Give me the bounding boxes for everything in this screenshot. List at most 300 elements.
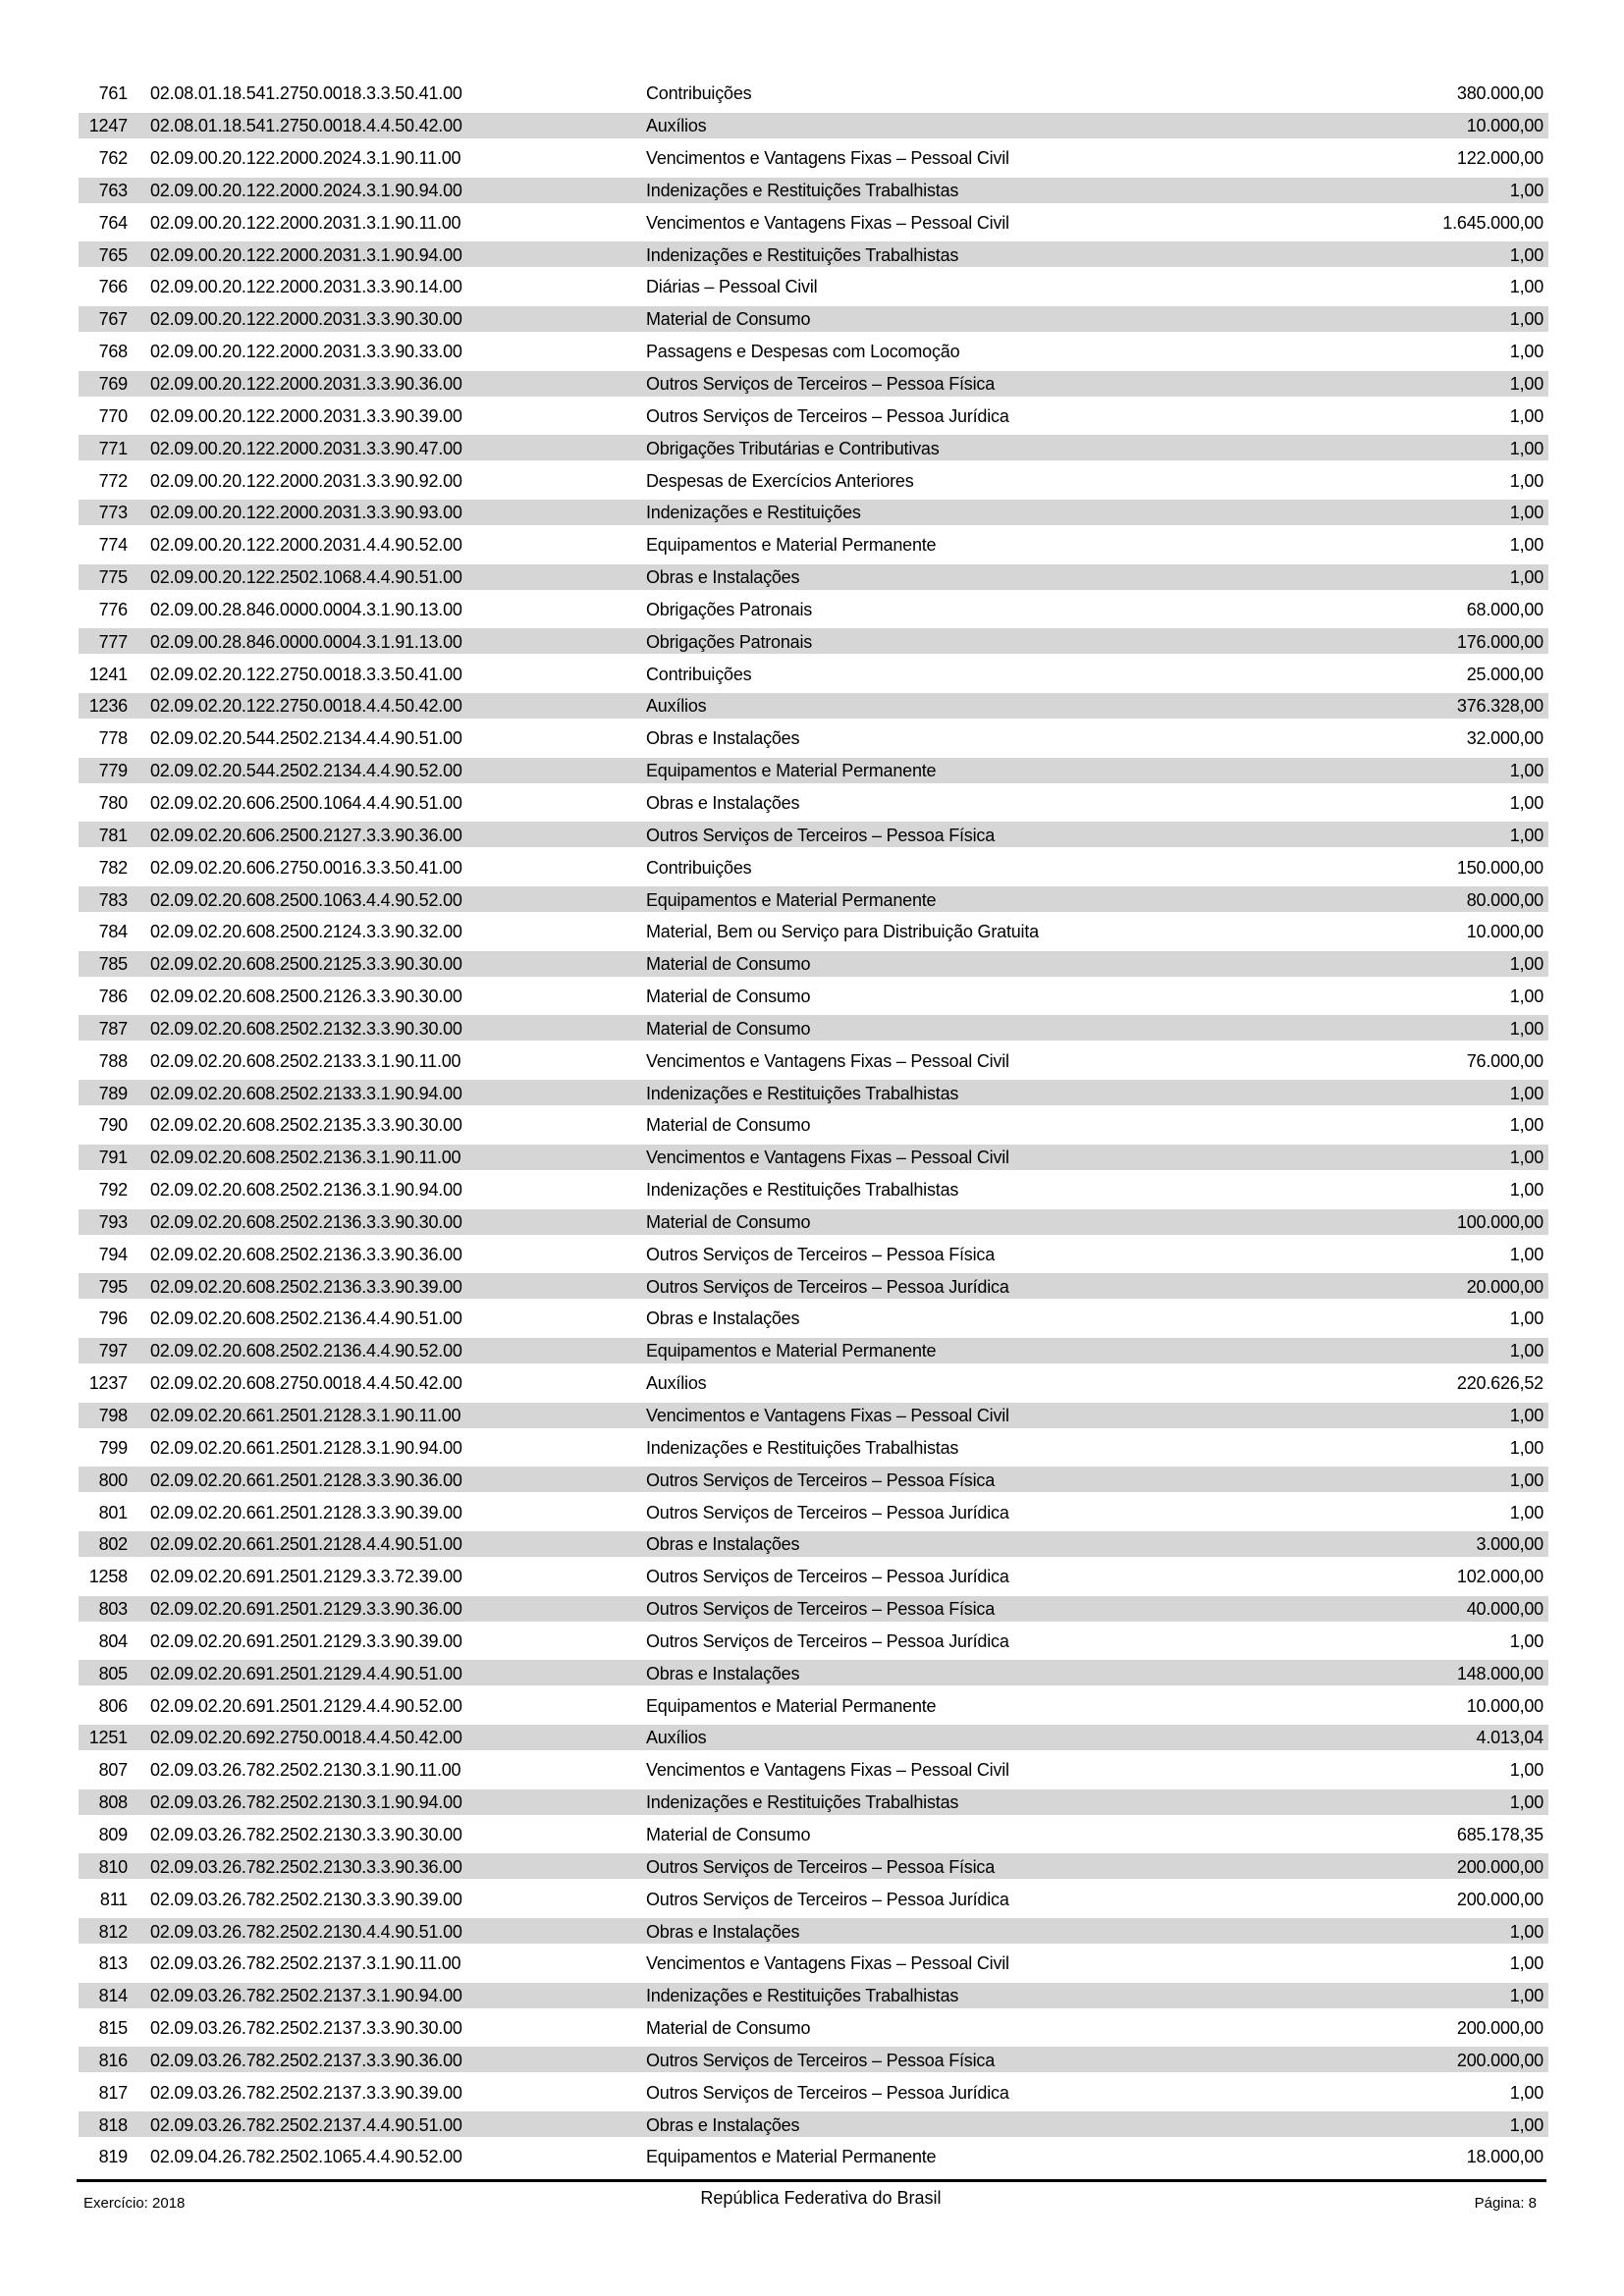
row-number-cell: 777 bbox=[98, 631, 128, 652]
footer-divider bbox=[77, 2179, 1546, 2182]
row-number-cell: 785 bbox=[98, 954, 128, 975]
amount-cell: 4.013,04 bbox=[1476, 1728, 1543, 1748]
row-number-cell: 767 bbox=[98, 309, 128, 330]
row-number-cell: 796 bbox=[98, 1308, 128, 1329]
table-row bbox=[79, 271, 1548, 303]
budget-code-cell: 02.09.02.20.661.2501.2128.4.4.90.51.00 bbox=[150, 1534, 462, 1555]
table-row bbox=[79, 1044, 1548, 1077]
table-row bbox=[79, 1238, 1548, 1270]
row-number-cell: 781 bbox=[98, 825, 128, 845]
row-number-cell: 809 bbox=[98, 1824, 128, 1844]
amount-cell: 25.000,00 bbox=[1466, 664, 1543, 684]
budget-code-cell: 02.09.00.20.122.2000.2031.3.3.90.33.00 bbox=[150, 342, 462, 362]
row-number-cell: 812 bbox=[98, 1921, 128, 1942]
amount-cell: 1,00 bbox=[1509, 1115, 1543, 1136]
budget-code-cell: 02.09.00.20.122.2000.2031.3.3.90.39.00 bbox=[150, 405, 462, 426]
amount-cell: 380.000,00 bbox=[1456, 83, 1543, 104]
table-row bbox=[79, 625, 1548, 658]
amount-cell: 1,00 bbox=[1509, 1630, 1543, 1651]
row-number-cell: 1258 bbox=[88, 1567, 128, 1587]
budget-code-cell: 02.09.02.20.122.2750.0018.4.4.50.42.00 bbox=[150, 696, 462, 717]
expense-description-cell: Material de Consumo bbox=[646, 1211, 811, 1232]
amount-cell: 1,00 bbox=[1509, 1180, 1543, 1201]
row-number-cell: 816 bbox=[98, 2050, 128, 2070]
expense-description-cell: Outros Serviços de Terceiros – Pessoa Física bbox=[646, 1244, 996, 1264]
table-row bbox=[79, 916, 1548, 948]
table-row bbox=[79, 368, 1548, 400]
row-number-cell: 815 bbox=[98, 2018, 128, 2039]
expense-description-cell: Auxílios bbox=[646, 116, 707, 136]
row-number-cell: 787 bbox=[98, 1018, 128, 1039]
row-number-cell: 799 bbox=[98, 1437, 128, 1458]
row-number-cell: 790 bbox=[98, 1115, 128, 1136]
expense-description-cell: Material de Consumo bbox=[646, 1824, 811, 1844]
expense-description-cell: Outros Serviços de Terceiros – Pessoa Jurídica bbox=[646, 405, 1009, 426]
expense-description-cell: Obras e Instalações bbox=[646, 567, 800, 588]
row-number-cell: 761 bbox=[98, 83, 128, 104]
table-row bbox=[79, 1689, 1548, 1722]
amount-cell: 685.178,35 bbox=[1456, 1824, 1543, 1844]
amount-cell: 1,00 bbox=[1509, 405, 1543, 426]
expense-description-cell: Vencimentos e Vantagens Fixas – Pessoal Civil bbox=[646, 1148, 1009, 1168]
table-row bbox=[79, 1754, 1548, 1787]
budget-code-cell: 02.09.00.20.122.2000.2024.3.1.90.11.00 bbox=[150, 148, 461, 169]
table-row bbox=[79, 1657, 1548, 1689]
table-row bbox=[79, 2076, 1548, 2109]
row-number-cell: 779 bbox=[98, 761, 128, 781]
expense-description-cell: Outros Serviços de Terceiros – Pessoa Jurídica bbox=[646, 1276, 1009, 1297]
budget-code-cell: 02.09.00.20.122.2000.2031.3.3.90.47.00 bbox=[150, 438, 462, 458]
budget-code-cell: 02.09.02.20.608.2502.2132.3.3.90.30.00 bbox=[150, 1018, 462, 1039]
amount-cell: 148.000,00 bbox=[1456, 1663, 1543, 1683]
expense-description-cell: Obrigações Patronais bbox=[646, 631, 813, 652]
expense-description-cell: Contribuições bbox=[646, 857, 752, 878]
expense-description-cell: Material de Consumo bbox=[646, 309, 811, 330]
table-row bbox=[79, 1593, 1548, 1626]
budget-code-cell: 02.08.01.18.541.2750.0018.3.3.50.41.00 bbox=[150, 83, 462, 104]
table-row bbox=[79, 1206, 1548, 1239]
expense-description-cell: Equipamentos e Material Permanente bbox=[646, 2147, 937, 2167]
budget-code-cell: 02.09.00.20.122.2000.2031.4.4.90.52.00 bbox=[150, 535, 462, 556]
amount-cell: 1,00 bbox=[1509, 825, 1543, 845]
amount-cell: 1,00 bbox=[1509, 792, 1543, 813]
table-row bbox=[79, 1077, 1548, 1109]
expense-description-cell: Obras e Instalações bbox=[646, 2114, 800, 2135]
row-number-cell: 783 bbox=[98, 889, 128, 910]
row-number-cell: 797 bbox=[98, 1341, 128, 1362]
row-number-cell: 762 bbox=[98, 148, 128, 169]
row-number-cell: 803 bbox=[98, 1599, 128, 1620]
amount-cell: 1,00 bbox=[1509, 1018, 1543, 1039]
budget-code-cell: 02.09.00.20.122.2000.2031.3.3.90.30.00 bbox=[150, 309, 462, 330]
table-row bbox=[79, 464, 1548, 497]
budget-code-cell: 02.09.02.20.608.2502.2136.3.3.90.30.00 bbox=[150, 1211, 462, 1232]
table-row bbox=[79, 142, 1548, 175]
amount-cell: 76.000,00 bbox=[1466, 1050, 1543, 1071]
row-number-cell: 800 bbox=[98, 1469, 128, 1490]
expense-description-cell: Auxílios bbox=[646, 696, 707, 717]
table-row bbox=[79, 2109, 1548, 2141]
amount-cell: 1,00 bbox=[1509, 180, 1543, 200]
amount-cell: 68.000,00 bbox=[1466, 599, 1543, 619]
budget-code-cell: 02.09.02.20.608.2502.2136.3.3.90.36.00 bbox=[150, 1244, 462, 1264]
row-number-cell: 810 bbox=[98, 1856, 128, 1877]
expense-description-cell: Outros Serviços de Terceiros – Pessoa Física bbox=[646, 1469, 996, 1490]
table-row bbox=[79, 851, 1548, 883]
amount-cell: 200.000,00 bbox=[1456, 1889, 1543, 1909]
expense-description-cell: Vencimentos e Vantagens Fixas – Pessoal Civil bbox=[646, 148, 1009, 169]
table-row bbox=[79, 1819, 1548, 1851]
amount-cell: 1,00 bbox=[1509, 438, 1543, 458]
row-number-cell: 807 bbox=[98, 1760, 128, 1781]
amount-cell: 10.000,00 bbox=[1466, 116, 1543, 136]
amount-cell: 200.000,00 bbox=[1456, 2018, 1543, 2039]
amount-cell: 18.000,00 bbox=[1466, 2147, 1543, 2167]
budget-code-cell: 02.09.02.20.608.2500.2124.3.3.90.32.00 bbox=[150, 922, 462, 942]
budget-code-cell: 02.09.00.20.122.2502.1068.4.4.90.51.00 bbox=[150, 567, 462, 588]
amount-cell: 1,00 bbox=[1509, 1760, 1543, 1781]
budget-code-cell: 02.09.02.20.661.2501.2128.3.3.90.39.00 bbox=[150, 1502, 462, 1522]
amount-cell: 1,00 bbox=[1509, 1083, 1543, 1103]
table-row bbox=[79, 175, 1548, 207]
table-row bbox=[79, 1400, 1548, 1432]
table-row bbox=[79, 658, 1548, 690]
budget-code-cell: 02.09.03.26.782.2502.2137.3.1.90.94.00 bbox=[150, 1986, 462, 2006]
amount-cell: 1,00 bbox=[1509, 470, 1543, 491]
budget-code-cell: 02.09.02.20.608.2500.2125.3.3.90.30.00 bbox=[150, 954, 462, 975]
expense-description-cell: Obras e Instalações bbox=[646, 1534, 800, 1555]
amount-cell: 1,00 bbox=[1509, 987, 1543, 1007]
amount-cell: 1,00 bbox=[1509, 1502, 1543, 1522]
amount-cell: 1,00 bbox=[1509, 503, 1543, 523]
budget-code-cell: 02.09.02.20.661.2501.2128.3.3.90.36.00 bbox=[150, 1469, 462, 1490]
budget-code-cell: 02.09.02.20.608.2502.2133.3.1.90.94.00 bbox=[150, 1083, 462, 1103]
amount-cell: 1,00 bbox=[1509, 2114, 1543, 2135]
amount-cell: 1,00 bbox=[1509, 1148, 1543, 1168]
row-number-cell: 766 bbox=[98, 277, 128, 297]
row-number-cell: 773 bbox=[98, 503, 128, 523]
row-number-cell: 808 bbox=[98, 1792, 128, 1813]
budget-code-cell: 02.09.03.26.782.2502.2130.3.3.90.39.00 bbox=[150, 1889, 462, 1909]
row-number-cell: 763 bbox=[98, 180, 128, 200]
table-row bbox=[79, 1883, 1548, 1915]
table-row bbox=[79, 1980, 1548, 2012]
expense-description-cell: Obras e Instalações bbox=[646, 792, 800, 813]
table-row bbox=[79, 755, 1548, 787]
row-number-cell: 765 bbox=[98, 244, 128, 265]
amount-cell: 100.000,00 bbox=[1456, 1211, 1543, 1232]
budget-code-cell: 02.09.00.20.122.2000.2031.3.1.90.94.00 bbox=[150, 244, 462, 265]
row-number-cell: 792 bbox=[98, 1180, 128, 1201]
expense-description-cell: Outros Serviços de Terceiros – Pessoa Jurídica bbox=[646, 1567, 1009, 1587]
expense-description-cell: Indenizações e Restituições Trabalhistas bbox=[646, 1180, 959, 1201]
row-number-cell: 789 bbox=[98, 1083, 128, 1103]
row-number-cell: 772 bbox=[98, 470, 128, 491]
row-number-cell: 1251 bbox=[88, 1728, 128, 1748]
table-row bbox=[79, 303, 1548, 336]
amount-cell: 1,00 bbox=[1509, 1953, 1543, 1974]
row-number-cell: 770 bbox=[98, 405, 128, 426]
table-row bbox=[79, 432, 1548, 464]
expense-description-cell: Material, Bem ou Serviço para Distribuição Gratuita bbox=[646, 922, 1039, 942]
row-number-cell: 805 bbox=[98, 1663, 128, 1683]
amount-cell: 10.000,00 bbox=[1466, 1695, 1543, 1716]
amount-cell: 1,00 bbox=[1509, 1244, 1543, 1264]
amount-cell: 1,00 bbox=[1509, 567, 1543, 588]
expense-description-cell: Auxílios bbox=[646, 1728, 707, 1748]
budget-code-cell: 02.09.02.20.691.2501.2129.3.3.72.39.00 bbox=[150, 1567, 462, 1587]
row-number-cell: 784 bbox=[98, 922, 128, 942]
table-row bbox=[79, 2141, 1548, 2173]
table-row bbox=[79, 883, 1548, 916]
amount-cell: 1,00 bbox=[1509, 1469, 1543, 1490]
row-number-cell: 814 bbox=[98, 1986, 128, 2006]
table-row bbox=[79, 722, 1548, 755]
expense-description-cell: Obrigações Tributárias e Contributivas bbox=[646, 438, 940, 458]
amount-cell: 150.000,00 bbox=[1456, 857, 1543, 878]
budget-code-cell: 02.09.02.20.606.2750.0016.3.3.50.41.00 bbox=[150, 857, 462, 878]
amount-cell: 1,00 bbox=[1509, 1341, 1543, 1362]
amount-cell: 102.000,00 bbox=[1456, 1567, 1543, 1587]
budget-code-cell: 02.09.02.20.608.2750.0018.4.4.50.42.00 bbox=[150, 1373, 462, 1394]
budget-code-cell: 02.09.02.20.544.2502.2134.4.4.90.52.00 bbox=[150, 761, 462, 781]
budget-code-cell: 02.09.02.20.661.2501.2128.3.1.90.11.00 bbox=[150, 1406, 461, 1426]
table-row bbox=[79, 206, 1548, 239]
table-row bbox=[79, 1528, 1548, 1561]
amount-cell: 122.000,00 bbox=[1456, 148, 1543, 169]
amount-cell: 1,00 bbox=[1509, 1792, 1543, 1813]
expense-description-cell: Vencimentos e Vantagens Fixas – Pessoal Civil bbox=[646, 1406, 1009, 1426]
expense-description-cell: Material de Consumo bbox=[646, 987, 811, 1007]
table-row bbox=[79, 948, 1548, 981]
row-number-cell: 782 bbox=[98, 857, 128, 878]
table-row bbox=[79, 981, 1548, 1013]
budget-code-cell: 02.09.02.20.608.2502.2136.4.4.90.51.00 bbox=[150, 1308, 462, 1329]
table-row bbox=[79, 336, 1548, 368]
table-row bbox=[79, 819, 1548, 851]
expense-description-cell: Indenizações e Restituições Trabalhistas bbox=[646, 180, 959, 200]
table-row bbox=[79, 400, 1548, 432]
budget-code-cell: 02.09.00.20.122.2000.2031.3.3.90.92.00 bbox=[150, 470, 462, 491]
footer-page-number: Página: 8 bbox=[1474, 2195, 1537, 2212]
table-row bbox=[79, 78, 1548, 110]
budget-code-cell: 02.09.02.20.692.2750.0018.4.4.50.42.00 bbox=[150, 1728, 462, 1748]
row-number-cell: 804 bbox=[98, 1630, 128, 1651]
row-number-cell: 769 bbox=[98, 374, 128, 395]
expense-description-cell: Contribuições bbox=[646, 83, 752, 104]
expense-description-cell: Obras e Instalações bbox=[646, 1663, 800, 1683]
expense-description-cell: Despesas de Exercícios Anteriores bbox=[646, 470, 914, 491]
table-row bbox=[79, 1174, 1548, 1206]
expense-description-cell: Outros Serviços de Terceiros – Pessoa Física bbox=[646, 1599, 996, 1620]
expense-description-cell: Indenizações e Restituições Trabalhistas bbox=[646, 1083, 959, 1103]
amount-cell: 1,00 bbox=[1509, 374, 1543, 395]
row-number-cell: 764 bbox=[98, 212, 128, 233]
budget-code-cell: 02.09.03.26.782.2502.2137.3.3.90.39.00 bbox=[150, 2082, 462, 2103]
amount-cell: 220.626,52 bbox=[1456, 1373, 1543, 1394]
expense-description-cell: Outros Serviços de Terceiros – Pessoa Jurídica bbox=[646, 2082, 1009, 2103]
table-row bbox=[79, 2012, 1548, 2045]
row-number-cell: 1236 bbox=[88, 696, 128, 717]
expense-description-cell: Equipamentos e Material Permanente bbox=[646, 889, 937, 910]
table-row bbox=[79, 1012, 1548, 1044]
expense-description-cell: Indenizações e Restituições Trabalhistas bbox=[646, 1437, 959, 1458]
table-row bbox=[79, 1850, 1548, 1883]
budget-code-cell: 02.09.02.20.608.2502.2136.4.4.90.52.00 bbox=[150, 1341, 462, 1362]
row-number-cell: 811 bbox=[99, 1889, 128, 1909]
amount-cell: 3.000,00 bbox=[1476, 1534, 1543, 1555]
expense-description-cell: Indenizações e Restituições bbox=[646, 503, 861, 523]
row-number-cell: 1241 bbox=[88, 664, 128, 684]
budget-code-cell: 02.09.02.20.606.2500.1064.4.4.90.51.00 bbox=[150, 792, 462, 813]
expense-description-cell: Vencimentos e Vantagens Fixas – Pessoal Civil bbox=[646, 1953, 1009, 1974]
budget-table bbox=[79, 78, 1548, 2173]
expense-description-cell: Outros Serviços de Terceiros – Pessoa Física bbox=[646, 2050, 996, 2070]
table-row bbox=[79, 1915, 1548, 1948]
amount-cell: 1,00 bbox=[1509, 1308, 1543, 1329]
amount-cell: 200.000,00 bbox=[1456, 1856, 1543, 1877]
expense-description-cell: Auxílios bbox=[646, 1373, 707, 1394]
expense-description-cell: Equipamentos e Material Permanente bbox=[646, 761, 937, 781]
table-row bbox=[79, 561, 1548, 594]
amount-cell: 32.000,00 bbox=[1466, 728, 1543, 749]
row-number-cell: 791 bbox=[98, 1148, 128, 1168]
table-row bbox=[79, 1561, 1548, 1593]
row-number-cell: 778 bbox=[98, 728, 128, 749]
row-number-cell: 774 bbox=[98, 535, 128, 556]
budget-code-cell: 02.09.02.20.661.2501.2128.3.1.90.94.00 bbox=[150, 1437, 462, 1458]
table-row bbox=[79, 787, 1548, 820]
row-number-cell: 802 bbox=[98, 1534, 128, 1555]
row-number-cell: 801 bbox=[98, 1502, 128, 1522]
budget-code-cell: 02.09.03.26.782.2502.2130.3.3.90.30.00 bbox=[150, 1824, 462, 1844]
budget-code-cell: 02.09.03.26.782.2502.2130.4.4.90.51.00 bbox=[150, 1921, 462, 1942]
amount-cell: 1,00 bbox=[1509, 954, 1543, 975]
budget-code-cell: 02.09.02.20.606.2500.2127.3.3.90.36.00 bbox=[150, 825, 462, 845]
expense-description-cell: Obrigações Patronais bbox=[646, 599, 813, 619]
table-row bbox=[79, 110, 1548, 142]
table-row bbox=[79, 239, 1548, 271]
expense-description-cell: Outros Serviços de Terceiros – Pessoa Física bbox=[646, 374, 996, 395]
row-number-cell: 806 bbox=[98, 1695, 128, 1716]
budget-code-cell: 02.09.04.26.782.2502.1065.4.4.90.52.00 bbox=[150, 2147, 462, 2167]
budget-code-cell: 02.09.00.20.122.2000.2024.3.1.90.94.00 bbox=[150, 180, 462, 200]
expense-description-cell: Vencimentos e Vantagens Fixas – Pessoal Civil bbox=[646, 1050, 1009, 1071]
budget-code-cell: 02.09.02.20.544.2502.2134.4.4.90.51.00 bbox=[150, 728, 462, 749]
table-row bbox=[79, 1464, 1548, 1496]
budget-code-cell: 02.09.02.20.608.2502.2135.3.3.90.30.00 bbox=[150, 1115, 462, 1136]
budget-code-cell: 02.09.03.26.782.2502.2130.3.1.90.11.00 bbox=[150, 1760, 461, 1781]
budget-code-cell: 02.09.02.20.608.2502.2136.3.3.90.39.00 bbox=[150, 1276, 462, 1297]
row-number-cell: 775 bbox=[98, 567, 128, 588]
amount-cell: 1,00 bbox=[1509, 277, 1543, 297]
budget-code-cell: 02.09.02.20.608.2502.2136.3.1.90.94.00 bbox=[150, 1180, 462, 1201]
budget-code-cell: 02.09.03.26.782.2502.2137.4.4.90.51.00 bbox=[150, 2114, 462, 2135]
expense-description-cell: Indenizações e Restituições Trabalhistas bbox=[646, 1986, 959, 2006]
expense-description-cell: Material de Consumo bbox=[646, 954, 811, 975]
budget-code-cell: 02.09.00.28.846.0000.0004.3.1.91.13.00 bbox=[150, 631, 462, 652]
expense-description-cell: Outros Serviços de Terceiros – Pessoa Física bbox=[646, 1856, 996, 1877]
row-number-cell: 819 bbox=[98, 2147, 128, 2167]
table-row bbox=[79, 1496, 1548, 1528]
budget-code-cell: 02.08.01.18.541.2750.0018.4.4.50.42.00 bbox=[150, 116, 462, 136]
expense-description-cell: Indenizações e Restituições Trabalhistas bbox=[646, 244, 959, 265]
table-row bbox=[79, 2044, 1548, 2076]
budget-code-cell: 02.09.00.20.122.2000.2031.3.3.90.36.00 bbox=[150, 374, 462, 395]
budget-code-cell: 02.09.00.28.846.0000.0004.3.1.90.13.00 bbox=[150, 599, 462, 619]
expense-description-cell: Outros Serviços de Terceiros – Pessoa Física bbox=[646, 825, 996, 845]
expense-description-cell: Equipamentos e Material Permanente bbox=[646, 1341, 937, 1362]
expense-description-cell: Indenizações e Restituições Trabalhistas bbox=[646, 1792, 959, 1813]
amount-cell: 176.000,00 bbox=[1456, 631, 1543, 652]
amount-cell: 40.000,00 bbox=[1466, 1599, 1543, 1620]
table-row bbox=[79, 1722, 1548, 1754]
row-number-cell: 768 bbox=[98, 342, 128, 362]
amount-cell: 1,00 bbox=[1509, 342, 1543, 362]
table-row bbox=[79, 497, 1548, 529]
table-row bbox=[79, 1142, 1548, 1174]
budget-code-cell: 02.09.00.20.122.2000.2031.3.3.90.93.00 bbox=[150, 503, 462, 523]
row-number-cell: 813 bbox=[98, 1953, 128, 1974]
budget-code-cell: 02.09.02.20.691.2501.2129.4.4.90.52.00 bbox=[150, 1695, 462, 1716]
expense-description-cell: Vencimentos e Vantagens Fixas – Pessoal Civil bbox=[646, 212, 1009, 233]
row-number-cell: 776 bbox=[98, 599, 128, 619]
expense-description-cell: Diárias – Pessoal Civil bbox=[646, 277, 818, 297]
row-number-cell: 818 bbox=[98, 2114, 128, 2135]
amount-cell: 200.000,00 bbox=[1456, 2050, 1543, 2070]
budget-code-cell: 02.09.02.20.691.2501.2129.4.4.90.51.00 bbox=[150, 1663, 462, 1683]
amount-cell: 1,00 bbox=[1509, 1437, 1543, 1458]
row-number-cell: 817 bbox=[98, 2082, 128, 2103]
row-number-cell: 1237 bbox=[88, 1373, 128, 1394]
expense-description-cell: Equipamentos e Material Permanente bbox=[646, 535, 937, 556]
amount-cell: 1,00 bbox=[1509, 2082, 1543, 2103]
budget-code-cell: 02.09.02.20.608.2500.1063.4.4.90.52.00 bbox=[150, 889, 462, 910]
amount-cell: 1,00 bbox=[1509, 535, 1543, 556]
expense-description-cell: Obras e Instalações bbox=[646, 1308, 800, 1329]
budget-code-cell: 02.09.02.20.608.2502.2133.3.1.90.11.00 bbox=[150, 1050, 461, 1071]
budget-code-cell: 02.09.02.20.691.2501.2129.3.3.90.36.00 bbox=[150, 1599, 462, 1620]
budget-code-cell: 02.09.03.26.782.2502.2137.3.3.90.30.00 bbox=[150, 2018, 462, 2039]
row-number-cell: 794 bbox=[98, 1244, 128, 1264]
amount-cell: 1,00 bbox=[1509, 244, 1543, 265]
table-row bbox=[79, 1303, 1548, 1335]
expense-description-cell: Obras e Instalações bbox=[646, 1921, 800, 1942]
amount-cell: 10.000,00 bbox=[1466, 922, 1543, 942]
amount-cell: 1.645.000,00 bbox=[1442, 212, 1543, 233]
table-row bbox=[79, 1948, 1548, 1980]
table-row bbox=[79, 529, 1548, 561]
table-row bbox=[79, 690, 1548, 722]
table-row bbox=[79, 1367, 1548, 1400]
amount-cell: 1,00 bbox=[1509, 1406, 1543, 1426]
row-number-cell: 780 bbox=[98, 792, 128, 813]
expense-description-cell: Obras e Instalações bbox=[646, 728, 800, 749]
budget-code-cell: 02.09.02.20.691.2501.2129.3.3.90.39.00 bbox=[150, 1630, 462, 1651]
budget-code-cell: 02.09.00.20.122.2000.2031.3.3.90.14.00 bbox=[150, 277, 462, 297]
expense-description-cell: Vencimentos e Vantagens Fixas – Pessoal Civil bbox=[646, 1760, 1009, 1781]
amount-cell: 376.328,00 bbox=[1456, 696, 1543, 717]
row-number-cell: 793 bbox=[98, 1211, 128, 1232]
budget-code-cell: 02.09.02.20.122.2750.0018.3.3.50.41.00 bbox=[150, 664, 462, 684]
footer-exercise-year: Exercício: 2018 bbox=[83, 2195, 186, 2212]
amount-cell: 1,00 bbox=[1509, 761, 1543, 781]
amount-cell: 80.000,00 bbox=[1466, 889, 1543, 910]
amount-cell: 20.000,00 bbox=[1466, 1276, 1543, 1297]
row-number-cell: 795 bbox=[98, 1276, 128, 1297]
expense-description-cell: Passagens e Despesas com Locomoção bbox=[646, 342, 960, 362]
row-number-cell: 1247 bbox=[88, 116, 128, 136]
